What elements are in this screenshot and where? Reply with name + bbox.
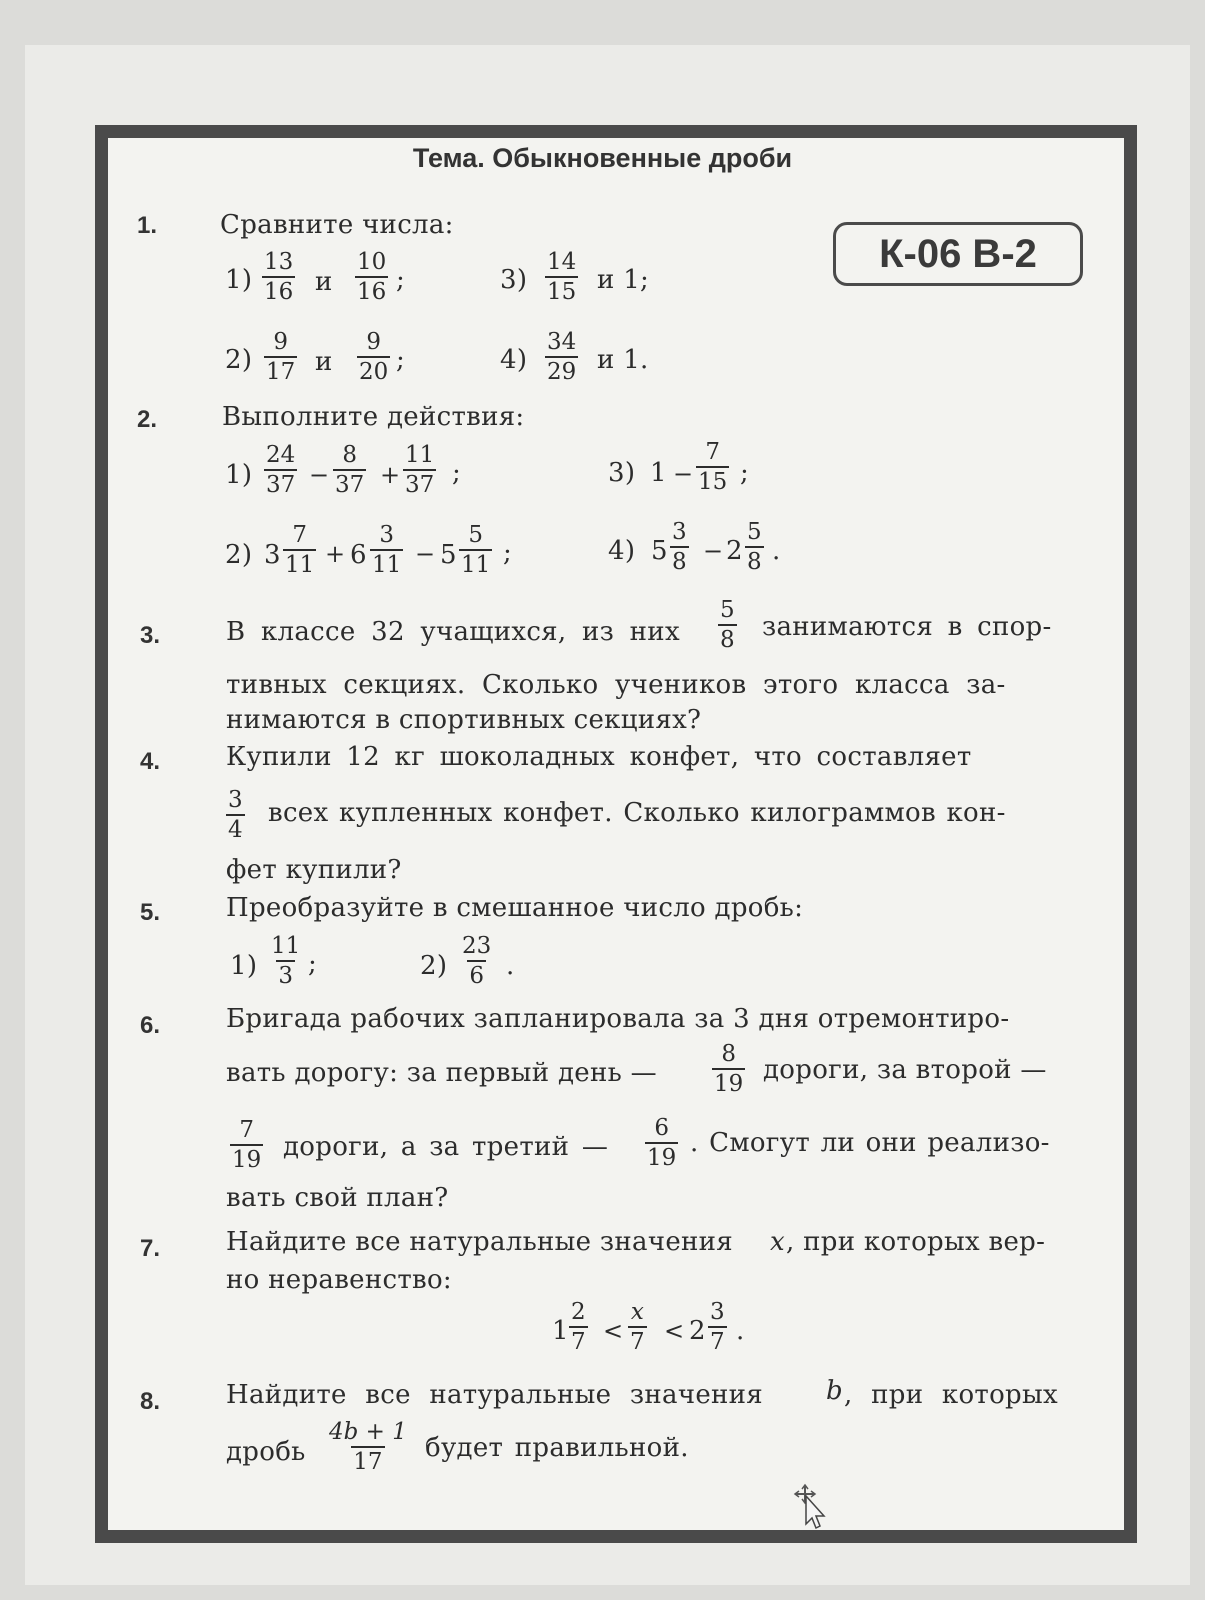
task-5-item-1-label: 1) <box>230 951 258 981</box>
task-6-fraction-3: $\frac{6}{19}$ <box>647 1115 677 1171</box>
task-2-op-5: − <box>673 460 694 488</box>
task-3-number: 3. <box>140 622 161 649</box>
task-8-line-2a: дробь <box>226 1437 306 1467</box>
task-4-line-1: Купили 12 кг шоколадных конфет, что составляет <box>226 742 972 772</box>
task-4-fraction: $\frac{3}{4}$ <box>228 787 243 843</box>
task-2-fraction-6: $\frac{5}{11}$ <box>461 522 491 578</box>
task-2-fraction-5: $\frac{3}{11}$ <box>372 522 402 578</box>
task-4-line-2: всех купленных конфет. Сколько килограммов кон- <box>268 798 1006 828</box>
task-2-end-1: ; <box>452 458 462 488</box>
task-1-end-2: ; <box>396 345 406 375</box>
task-3-line-3: нимаются в спортивных секциях? <box>226 705 702 735</box>
mouse-cursor-icon <box>786 1468 830 1532</box>
task-1-end-1: ; <box>396 265 406 295</box>
task-5-number: 5. <box>140 899 161 926</box>
task-8-line-1a: Найдите все натуральные значения <box>226 1380 763 1410</box>
task-2-fraction-4: $\frac{7}{11}$ <box>285 522 315 578</box>
task-8-fraction: $\frac{4b + 1}{17}$ <box>329 1419 407 1475</box>
task-2-fraction-2: $\frac{8}{37}$ <box>335 442 365 498</box>
page-title: Тема. Обыкновенные дроби <box>412 143 793 173</box>
task-2-whole-4: 5 <box>651 536 668 566</box>
task-8-number: 8. <box>140 1388 161 1415</box>
task-6-line-3b: . Смогут ли они реализо- <box>690 1128 1050 1158</box>
task-2-op-6: − <box>703 537 724 565</box>
task-1-fraction-b2: $\frac{9}{20}$ <box>359 329 389 385</box>
task-5-text: Преобразуйте в смешанное число дробь: <box>226 893 804 923</box>
task-2-whole-1: 3 <box>264 540 281 570</box>
task-2-op-4: − <box>415 540 436 568</box>
task-6-line-2a: вать дорогу: за первый день — <box>226 1058 657 1088</box>
task-1-item-4-label: 4) <box>500 345 528 375</box>
task-2-fraction-7: $\frac{7}{15}$ <box>698 439 728 495</box>
task-5-item-2-label: 2) <box>420 951 448 981</box>
task-8-variable: b <box>826 1376 843 1406</box>
task-2-item-2-label: 2) <box>225 540 253 570</box>
task-7-whole-1: 1 <box>552 1316 569 1346</box>
task-1-item-3-label: 3) <box>500 265 528 295</box>
task-2-end-4: . <box>772 536 781 566</box>
task-1-and-1: и <box>315 267 333 297</box>
task-7-fraction-x: $\frac{x}{7}$ <box>630 1299 645 1355</box>
task-4-line-3: фет купили? <box>226 855 402 885</box>
task-1-fraction-a4: $\frac{34}{29}$ <box>547 329 577 385</box>
task-8-line-2b: будет правильной. <box>425 1433 689 1463</box>
task-7-line-2: но неравенство: <box>226 1265 452 1295</box>
task-7-line-1a: Найдите все натуральные значения <box>226 1227 733 1257</box>
task-2-whole-5: 2 <box>726 536 743 566</box>
task-5-fraction-2: $\frac{23}{6}$ <box>462 933 492 989</box>
task-1-fraction-a2: $\frac{9}{17}$ <box>266 329 296 385</box>
task-7-number: 7. <box>140 1235 161 1262</box>
task-7-fraction-2: $\frac{3}{7}$ <box>710 1299 725 1355</box>
task-2-number: 2. <box>137 406 158 433</box>
task-6-fraction-2: $\frac{7}{19}$ <box>232 1117 262 1173</box>
task-5-end-1: ; <box>308 949 318 979</box>
task-2-text: Выполните действия: <box>222 402 525 432</box>
task-1-tail-4: и 1. <box>597 345 649 375</box>
task-7-line-1b: , при которых вер- <box>786 1227 1046 1257</box>
task-2-whole-2: 6 <box>350 540 367 570</box>
task-2-fraction-1: $\frac{24}{37}$ <box>266 442 296 498</box>
task-2-whole-3: 5 <box>440 540 457 570</box>
task-6-line-2b: дороги, за второй — <box>763 1055 1047 1085</box>
task-2-item-3-label: 3) <box>608 458 636 488</box>
task-6-line-1: Бригада рабочих запланировала за 3 дня отремонтиро- <box>226 1004 1010 1034</box>
task-2-item-1-label: 1) <box>225 460 253 490</box>
task-3-fraction: $\frac{5}{8}$ <box>720 597 735 653</box>
task-4-number: 4. <box>140 748 161 775</box>
task-3-line-2: тивных секциях. Сколько учеников этого класса за- <box>226 670 1006 700</box>
task-2-end-2: ; <box>503 538 513 568</box>
task-8-line-1b: , при которых <box>844 1380 1058 1410</box>
task-3-line-1b: занимаются в спор- <box>762 612 1052 642</box>
task-7-whole-2: 2 <box>689 1316 706 1346</box>
task-3-line-1a: В классе 32 учащихся, из них <box>226 617 680 647</box>
task-1-fraction-b1: $\frac{10}{16}$ <box>357 249 387 305</box>
task-1-fraction-a1: $\frac{13}{16}$ <box>264 249 294 305</box>
task-6-fraction-1: $\frac{8}{19}$ <box>714 1041 744 1097</box>
task-2-op-1: − <box>309 461 330 489</box>
task-1-and-2: и <box>315 347 333 377</box>
task-7-variable: x <box>770 1227 785 1257</box>
task-1-item-2-label: 2) <box>225 345 253 375</box>
task-2-op-2: + <box>380 461 401 489</box>
task-6-number: 6. <box>140 1012 161 1039</box>
task-7-lt-1: < <box>603 1317 624 1345</box>
task-2-one: 1 <box>650 458 667 488</box>
task-2-op-3: + <box>325 540 346 568</box>
task-1-item-1-label: 1) <box>225 265 253 295</box>
task-7-fraction-1: $\frac{2}{7}$ <box>571 1299 586 1355</box>
task-7-end: . <box>736 1316 745 1346</box>
task-1-tail-3: и 1; <box>597 265 650 295</box>
task-5-end-2: . <box>506 951 515 981</box>
task-6-line-4: вать свой план? <box>226 1183 449 1213</box>
variant-badge: К-06 В-2 <box>833 222 1083 286</box>
task-1-fraction-a3: $\frac{14}{15}$ <box>547 249 577 305</box>
task-2-fraction-3: $\frac{11}{37}$ <box>405 442 435 498</box>
task-2-fraction-9: $\frac{5}{8}$ <box>747 519 762 575</box>
task-5-fraction-1: $\frac{11}{3}$ <box>271 933 301 989</box>
task-7-lt-2: < <box>664 1317 685 1345</box>
task-1-number: 1. <box>137 212 158 239</box>
task-6-line-3a: дороги, а за третий — <box>283 1132 609 1162</box>
task-2-end-3: ; <box>740 458 750 488</box>
task-1-text: Сравните числа: <box>220 210 454 240</box>
task-2-item-4-label: 4) <box>608 536 636 566</box>
task-2-fraction-8: $\frac{3}{8}$ <box>672 519 687 575</box>
